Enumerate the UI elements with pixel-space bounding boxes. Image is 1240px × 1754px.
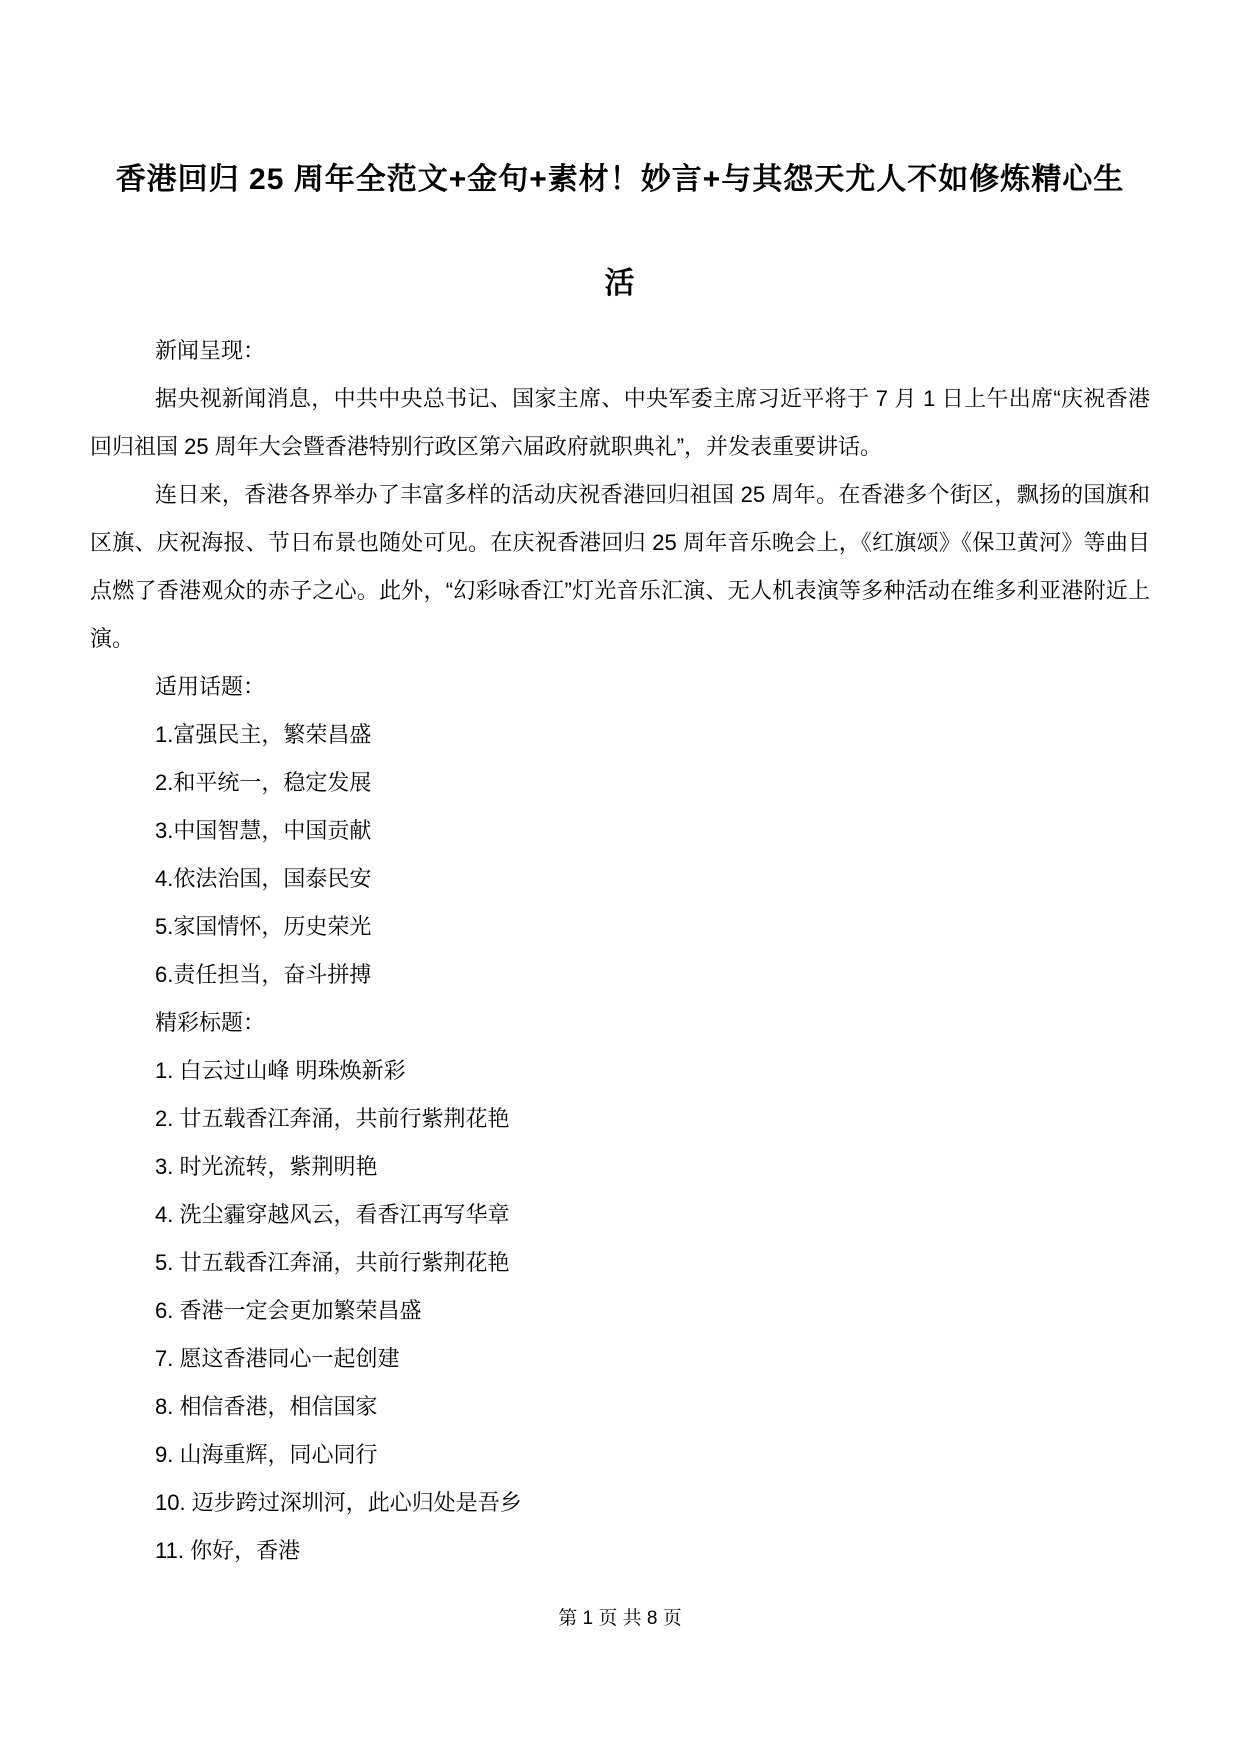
news-section-label: 新闻呈现： (155, 338, 266, 363)
page-number: 第 1 页 共 8 页 (558, 1608, 682, 1629)
title-item-9: 9. 山海重辉，同心同行 (155, 1442, 378, 1467)
title-item-1: 1. 白云过山峰 明珠焕新彩 (155, 1058, 406, 1083)
title-item-5: 5. 廿五载香江奔涌，共前行紫荆花艳 (155, 1250, 510, 1275)
topics-section-label: 适用话题： (155, 674, 266, 699)
paragraph-news-2: 连日来，香港各界举办了丰富多样的活动庆祝香港回归祖国 25 周年。在香港多个街区，飘扬的国旗和区旗、庆祝海报、节日布景也随处可见。在庆祝香港回归 25 周年音乐晚会上，《红旗颂》《保卫黄河》等曲目点燃了香港观众的赤子之心。此外，“幻彩咏香江”灯光音乐汇演、无人机表演等多种活动在维多利亚港附近上演。 (90, 482, 1150, 651)
title-item-11: 11. 你好，香港 (155, 1538, 301, 1563)
page-title (90, 128, 1150, 336)
title-item-10: 10. 迈步跨过深圳河，此心归处是吾乡 (155, 1490, 522, 1515)
title-item-6: 6. 香港一定会更加繁荣昌盛 (155, 1298, 422, 1323)
page-title-line-1: 香港回归 25 周年全范文+金句+素材！妙言+与其怨天尤人不如修炼精心生 (115, 163, 1125, 196)
titles-section-label: 精彩标题： (155, 1010, 266, 1035)
topic-item-4: 4.依法治国，国泰民安 (155, 866, 372, 891)
title-item-4: 4. 洗尘霾穿越风云，看香江再写华章 (155, 1202, 510, 1227)
paragraph-news-1: 据央视新闻消息，中共中央总书记、国家主席、中央军委主席习近平将于 7 月 1 日上午出席“庆祝香港回归祖国 25 周年大会暨香港特别行政区第六届政府就职典礼”，并发表重要讲话。 (90, 386, 1150, 459)
topic-item-5: 5.家国情怀，历史荣光 (155, 914, 372, 939)
topic-item-6: 6.责任担当，奋斗拼搏 (155, 962, 372, 987)
topic-item-3: 3.中国智慧，中国贡献 (155, 818, 372, 843)
topic-item-1: 1.富强民主，繁荣昌盛 (155, 722, 372, 747)
title-item-2: 2. 廿五载香江奔涌，共前行紫荆花艳 (155, 1106, 510, 1131)
topic-item-2: 2.和平统一，稳定发展 (155, 770, 372, 795)
title-item-3: 3. 时光流转，紫荆明艳 (155, 1154, 378, 1179)
title-item-8: 8. 相信香港，相信国家 (155, 1394, 378, 1419)
title-item-7: 7. 愿这香港同心一起创建 (155, 1346, 400, 1371)
document-body (90, 327, 1150, 1575)
page-title-line-2: 活 (604, 267, 636, 300)
